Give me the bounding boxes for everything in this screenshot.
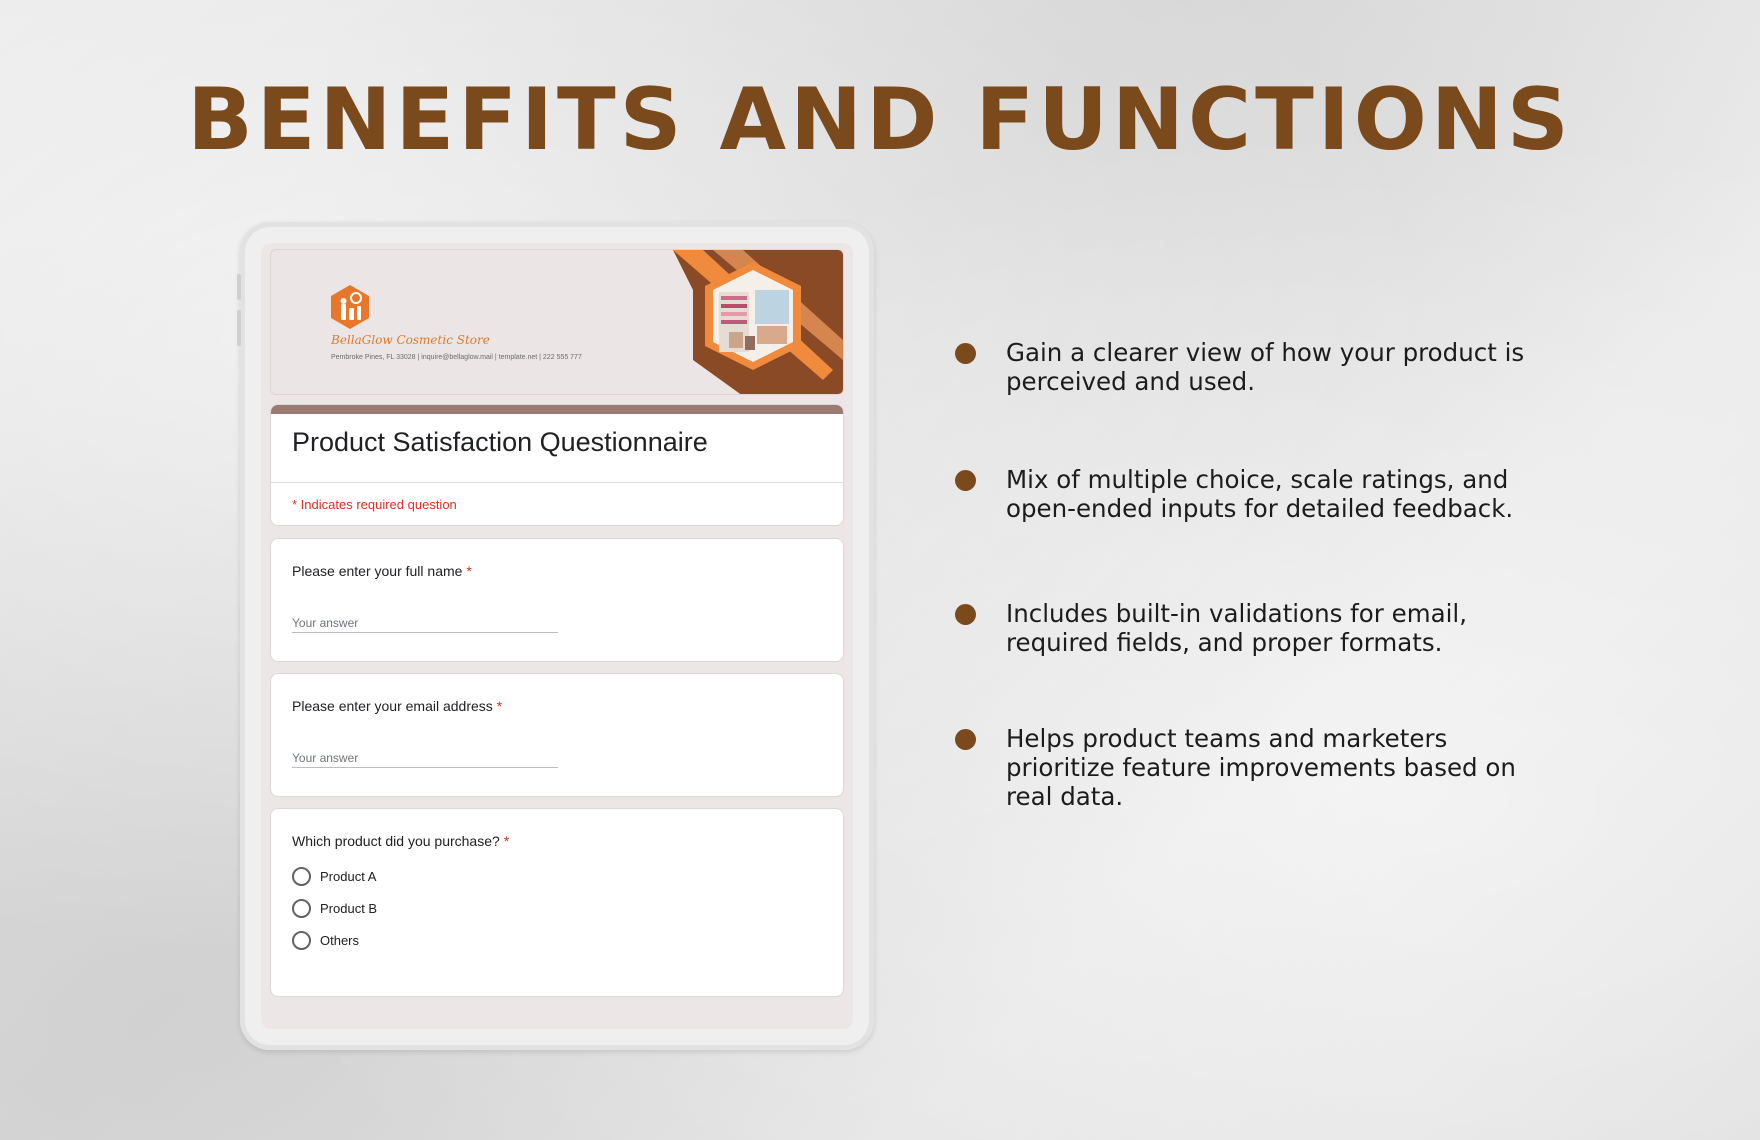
question-text: Please enter your full name — [292, 563, 463, 579]
radio-label: Others — [320, 933, 360, 948]
question-label — [292, 698, 502, 714]
form-title-card — [270, 404, 844, 526]
tablet-side-button — [237, 310, 241, 346]
cosmetic-store-photo-icon — [673, 250, 843, 395]
question-card-email — [270, 673, 844, 797]
brand-contact-line: Pembroke Pines, FL 33028 | inquire@bellaglow.mail | template.net | 222 555 777 — [331, 354, 582, 361]
question-label — [292, 563, 472, 579]
page-title: BENEFITS AND FUNCTIONS — [187, 70, 1573, 170]
question-card-full-name — [270, 538, 844, 662]
radio-button[interactable] — [292, 931, 311, 950]
question-text: Which product did you purchase? — [292, 833, 500, 849]
form-title: Product Satisfaction Questionnaire — [292, 427, 708, 457]
required-note: * Indicates required question — [292, 497, 457, 512]
tablet-frame — [240, 222, 874, 1050]
required-asterisk: * — [496, 698, 503, 714]
radio-option-product-a[interactable] — [292, 867, 376, 886]
question-text: Please enter your email address — [292, 698, 493, 714]
radio-option-others[interactable] — [292, 931, 359, 950]
bullet-icon — [955, 343, 976, 364]
radio-label: Product A — [320, 869, 377, 884]
benefit-text: Mix of multiple choice, scale ratings, and open-ended inputs for detailed feedback. — [1006, 465, 1514, 523]
required-asterisk: * — [466, 563, 472, 579]
cosmetic-hexagon-logo-icon — [329, 284, 371, 330]
question-card-product — [270, 808, 844, 997]
bullet-icon — [955, 604, 976, 625]
benefit-text: Includes built-in validations for email, required fields, and proper formats. — [1006, 599, 1468, 657]
brand-name: BellaGlow Cosmetic Store — [331, 333, 490, 347]
tablet-side-button — [237, 274, 241, 300]
screen-footer — [261, 1009, 853, 1029]
full-name-input[interactable] — [292, 613, 558, 633]
benefit-item — [955, 599, 1526, 657]
benefit-text: Helps product teams and marketers prioritize feature improvements based on real data. — [1006, 724, 1516, 811]
bullet-icon — [955, 470, 976, 491]
radio-label: Product B — [320, 901, 378, 916]
bullet-icon — [955, 729, 976, 750]
question-label — [292, 833, 509, 849]
divider — [271, 482, 843, 483]
form-header-banner — [270, 249, 844, 395]
required-asterisk: * — [503, 833, 510, 849]
benefit-item — [955, 465, 1526, 523]
radio-button[interactable] — [292, 867, 311, 886]
radio-button[interactable] — [292, 899, 311, 918]
benefit-text: Gain a clearer view of how your product is perceived and used. — [1006, 338, 1525, 396]
radio-option-product-b[interactable] — [292, 899, 377, 918]
form-title-accent-bar — [271, 405, 843, 414]
benefit-item — [955, 338, 1526, 396]
benefit-item — [955, 724, 1526, 811]
email-input[interactable] — [292, 748, 558, 768]
tablet-screen — [261, 243, 853, 1029]
